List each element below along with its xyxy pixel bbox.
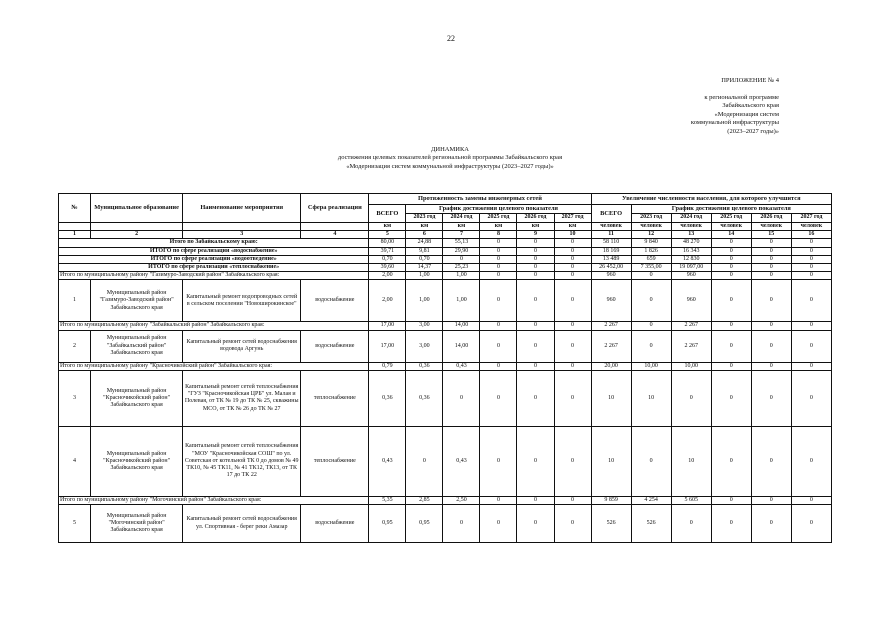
value-cell: 0 — [711, 496, 751, 504]
appendix-line: «Модернизация систем — [714, 110, 779, 118]
value-cell: 0 — [751, 247, 791, 255]
table-row — [59, 330, 832, 362]
value-cell: 0 — [711, 362, 751, 370]
page-number: 22 — [447, 34, 455, 43]
value-cell: 0,36 — [406, 362, 443, 370]
row-measure: Капитальный ремонт сетей водоснабжения ул. Спортивная - берег реки Амазар — [183, 505, 301, 543]
column-number: 6 — [406, 231, 443, 239]
value-cell: 0 — [554, 255, 591, 263]
value-cell: 0 — [751, 496, 791, 504]
value-cell: 0,70 — [406, 255, 443, 263]
row-measure: Капитальный ремонт сетей теплоснабжения "МОУ "Красночикойская СОШ" по ул. Советская от котельной ТК 0 до домов № 49 ТК10, № 45 ТК11, № 41 ТК12, ТК13, от ТК 17 до ТК 22 — [183, 426, 301, 496]
value-cell: 13 489 — [591, 255, 631, 263]
value-cell: 1,00 — [406, 272, 443, 280]
value-cell: 0 — [554, 426, 591, 496]
value-cell: 0,36 — [369, 370, 406, 426]
value-cell: 0 — [711, 264, 751, 272]
value-cell: 0,95 — [406, 505, 443, 543]
value-cell: 0 — [443, 505, 480, 543]
value-cell: 7 355,00 — [631, 264, 671, 272]
header-total: ВСЕГО — [369, 205, 406, 223]
value-cell: 2,00 — [369, 280, 406, 322]
value-cell: 0,43 — [443, 426, 480, 496]
value-cell: 0 — [711, 330, 751, 362]
column-number: 8 — [480, 231, 517, 239]
value-cell: 0 — [517, 239, 554, 247]
unit-km: км — [443, 223, 480, 231]
value-cell: 0 — [480, 370, 517, 426]
row-sphere: теплоснабжение — [301, 426, 369, 496]
header-year: 2025 год — [480, 214, 517, 223]
header-year: 2026 год — [517, 214, 554, 223]
column-number: 10 — [554, 231, 591, 239]
header-year: 2023 год — [406, 214, 443, 223]
value-cell: 0 — [631, 426, 671, 496]
value-cell: 0 — [711, 247, 751, 255]
value-cell: 0 — [517, 362, 554, 370]
value-cell: 960 — [671, 280, 711, 322]
appendix-line: (2023–2027 годы)» — [727, 127, 779, 135]
column-number: 5 — [369, 231, 406, 239]
value-cell: 58 110 — [591, 239, 631, 247]
value-cell: 14,00 — [443, 330, 480, 362]
value-cell: 0 — [751, 505, 791, 543]
value-cell: 25,23 — [443, 264, 480, 272]
value-cell: 0 — [517, 247, 554, 255]
value-cell: 0 — [480, 426, 517, 496]
unit-km: км — [517, 223, 554, 231]
value-cell: 1,00 — [406, 280, 443, 322]
value-cell: 0 — [791, 255, 831, 263]
row-measure: Капитальный ремонт водопроводных сетей в сельском поселении "Новоширокинское" — [183, 280, 301, 322]
unit-km: км — [406, 223, 443, 231]
value-cell: 0 — [554, 239, 591, 247]
value-cell: 0 — [480, 264, 517, 272]
district-total-row — [59, 362, 832, 370]
value-cell: 5,35 — [369, 496, 406, 504]
value-cell: 0 — [517, 370, 554, 426]
unit-people: человек — [591, 223, 631, 231]
value-cell: 14,37 — [406, 264, 443, 272]
row-municipality: Муниципальный район "Красночикойский район" Забайкальского края — [91, 426, 183, 496]
value-cell: 0 — [671, 370, 711, 426]
value-cell: 0 — [554, 272, 591, 280]
value-cell: 0 — [631, 272, 671, 280]
row-municipality: Муниципальный район "Могочинский район" Забайкальского края — [91, 505, 183, 543]
value-cell: 10 — [591, 426, 631, 496]
value-cell: 0 — [480, 496, 517, 504]
value-cell: 0 — [480, 362, 517, 370]
value-cell: 0 — [517, 322, 554, 330]
value-cell: 0 — [751, 362, 791, 370]
table-row — [59, 370, 832, 426]
value-cell: 0 — [711, 280, 751, 322]
value-cell: 0 — [631, 330, 671, 362]
value-cell: 0 — [751, 370, 791, 426]
value-cell: 0 — [711, 255, 751, 263]
value-cell: 10 — [591, 370, 631, 426]
value-cell: 10 — [631, 370, 671, 426]
appendix-line: к региональной программе — [704, 93, 779, 101]
value-cell: 0 — [480, 272, 517, 280]
value-cell: 0,95 — [369, 505, 406, 543]
total-label: Итого по Забайкальскому краю: — [59, 239, 369, 247]
value-cell: 0 — [711, 370, 751, 426]
header-schedule: График достижения целевого показателя — [406, 205, 591, 214]
value-cell: 0 — [554, 264, 591, 272]
header-measure: Наименование мероприятия — [183, 194, 301, 223]
value-cell: 0 — [791, 264, 831, 272]
value-cell: 0 — [406, 426, 443, 496]
value-cell: 5 605 — [671, 496, 711, 504]
value-cell: 80,00 — [369, 239, 406, 247]
value-cell: 0,79 — [369, 362, 406, 370]
value-cell: 10,00 — [671, 362, 711, 370]
value-cell: 0 — [751, 264, 791, 272]
value-cell: 12 830 — [671, 255, 711, 263]
value-cell: 3,00 — [406, 322, 443, 330]
value-cell: 0 — [791, 330, 831, 362]
value-cell: 29,90 — [443, 247, 480, 255]
value-cell: 0 — [711, 272, 751, 280]
row-number: 4 — [59, 426, 91, 496]
row-municipality: Муниципальный район "Забайкальский район" Забайкальского края — [91, 330, 183, 362]
value-cell: 3,00 — [406, 330, 443, 362]
value-cell: 0 — [480, 255, 517, 263]
value-cell: 0 — [443, 370, 480, 426]
header-municipality: Муниципальное образование — [91, 194, 183, 223]
row-sphere: теплоснабжение — [301, 370, 369, 426]
table-header — [59, 194, 832, 239]
value-cell: 0 — [671, 505, 711, 543]
value-cell: 10,00 — [631, 362, 671, 370]
appendix-block — [619, 77, 779, 137]
value-cell: 0 — [791, 239, 831, 247]
row-sphere: водоснабжение — [301, 505, 369, 543]
value-cell: 55,13 — [443, 239, 480, 247]
value-cell: 0 — [791, 362, 831, 370]
value-cell: 2 267 — [671, 330, 711, 362]
value-cell: 0 — [480, 239, 517, 247]
value-cell: 0 — [791, 426, 831, 496]
column-number: 14 — [711, 231, 751, 239]
value-cell: 960 — [671, 272, 711, 280]
value-cell: 39,60 — [369, 264, 406, 272]
value-cell: 0 — [751, 330, 791, 362]
indicators-table — [58, 193, 832, 543]
value-cell: 9 840 — [631, 239, 671, 247]
header-schedule: График достижения целевого показателя — [631, 205, 831, 214]
column-number-row — [59, 231, 832, 239]
unit-people: человек — [791, 223, 831, 231]
total-row — [59, 264, 832, 272]
header-networks-group: Протяженность замены инженерных сетей — [369, 194, 591, 205]
value-cell: 0 — [711, 239, 751, 247]
header-year: 2026 год — [751, 214, 791, 223]
header-num: № — [59, 194, 91, 223]
value-cell: 0 — [480, 280, 517, 322]
column-number: 11 — [591, 231, 631, 239]
value-cell: 19 097,00 — [671, 264, 711, 272]
header-sphere: Сфера реализации — [301, 194, 369, 223]
value-cell: 0 — [554, 280, 591, 322]
header-population-group: Увеличение численности населения, для которого улучшится — [591, 194, 831, 205]
value-cell: 0 — [554, 505, 591, 543]
column-number: 16 — [791, 231, 831, 239]
value-cell: 39,71 — [369, 247, 406, 255]
value-cell: 18 169 — [591, 247, 631, 255]
column-number: 1 — [59, 231, 91, 239]
header-year: 2025 год — [711, 214, 751, 223]
document-heading — [300, 146, 600, 171]
unit-people: человек — [631, 223, 671, 231]
header-year: 2027 год — [791, 214, 831, 223]
value-cell: 0 — [791, 272, 831, 280]
appendix-line: коммунальной инфраструктуры — [690, 119, 779, 127]
unit-km: км — [480, 223, 517, 231]
value-cell: 1 826 — [631, 247, 671, 255]
column-number: 4 — [301, 231, 369, 239]
value-cell: 659 — [631, 255, 671, 263]
heading-title: ДИНАМИКА — [430, 146, 470, 153]
column-number: 2 — [91, 231, 183, 239]
value-cell: 0 — [791, 505, 831, 543]
value-cell: 0 — [517, 330, 554, 362]
table-body — [59, 239, 832, 543]
value-cell: 0,36 — [406, 370, 443, 426]
value-cell: 48 270 — [671, 239, 711, 247]
value-cell: 0 — [554, 370, 591, 426]
value-cell: 0 — [751, 280, 791, 322]
value-cell: 26 452,00 — [591, 264, 631, 272]
table-row — [59, 426, 832, 496]
value-cell: 0 — [554, 322, 591, 330]
value-cell: 0 — [711, 505, 751, 543]
heading-line: «Модернизация систем коммунальной инфраструктуры (2023–2027 годы)» — [346, 162, 554, 170]
value-cell: 0 — [791, 496, 831, 504]
value-cell: 0 — [480, 322, 517, 330]
value-cell: 2 267 — [591, 322, 631, 330]
table-row — [59, 280, 832, 322]
column-number: 13 — [671, 231, 711, 239]
row-municipality: Муниципальный район "Газимуро-Заводский район" Забайкальского края — [91, 280, 183, 322]
total-row — [59, 239, 832, 247]
value-cell: 960 — [591, 280, 631, 322]
value-cell: 10 — [671, 426, 711, 496]
value-cell: 2,00 — [369, 272, 406, 280]
total-label: ИТОГО по сфере реализации «теплоснабжение» — [59, 264, 369, 272]
value-cell: 1,00 — [443, 280, 480, 322]
row-municipality: Муниципальный район "Красночикойский район" Забайкальского края — [91, 370, 183, 426]
column-number: 3 — [183, 231, 301, 239]
row-sphere: водоснабжение — [301, 330, 369, 362]
row-number: 2 — [59, 330, 91, 362]
value-cell: 2 267 — [671, 322, 711, 330]
heading-line: достижения целевых показателей региональной программы Забайкальского края — [337, 154, 563, 162]
unit-people: человек — [751, 223, 791, 231]
row-sphere: водоснабжение — [301, 280, 369, 322]
value-cell: 960 — [591, 272, 631, 280]
value-cell: 9,81 — [406, 247, 443, 255]
value-cell: 0 — [517, 496, 554, 504]
header-year: 2027 год — [554, 214, 591, 223]
value-cell: 0 — [554, 330, 591, 362]
unit-people: человек — [671, 223, 711, 231]
total-row — [59, 247, 832, 255]
value-cell: 4 254 — [631, 496, 671, 504]
unit-km: км — [554, 223, 591, 231]
district-total-label: Итого по муниципальному району "Могочинский район" Забайкальского края: — [59, 496, 369, 504]
value-cell: 16 343 — [671, 247, 711, 255]
column-number: 9 — [517, 231, 554, 239]
value-cell: 0 — [631, 280, 671, 322]
district-total-label: Итого по муниципальному району "Красночикойский район" Забайкальского края: — [59, 362, 369, 370]
value-cell: 0 — [517, 272, 554, 280]
value-cell: 0 — [517, 264, 554, 272]
value-cell: 0,70 — [369, 255, 406, 263]
value-cell: 0 — [480, 505, 517, 543]
value-cell: 2,85 — [406, 496, 443, 504]
value-cell: 0,43 — [443, 362, 480, 370]
value-cell: 0 — [751, 426, 791, 496]
value-cell: 0 — [554, 247, 591, 255]
district-total-label: Итого по муниципальному району "Забайкальский район" Забайкальского края: — [59, 322, 369, 330]
value-cell: 17,00 — [369, 322, 406, 330]
value-cell: 0 — [751, 272, 791, 280]
value-cell: 0 — [554, 362, 591, 370]
value-cell: 20,00 — [591, 362, 631, 370]
row-number: 3 — [59, 370, 91, 426]
value-cell: 0 — [711, 426, 751, 496]
header-year: 2024 год — [671, 214, 711, 223]
district-total-row — [59, 496, 832, 504]
column-number: 7 — [443, 231, 480, 239]
unit-km: км — [369, 223, 406, 231]
value-cell: 0 — [791, 247, 831, 255]
value-cell: 0 — [791, 322, 831, 330]
value-cell: 0 — [480, 330, 517, 362]
row-number: 1 — [59, 280, 91, 322]
value-cell: 0,43 — [369, 426, 406, 496]
value-cell: 14,00 — [443, 322, 480, 330]
value-cell: 0 — [791, 370, 831, 426]
value-cell: 526 — [631, 505, 671, 543]
value-cell: 0 — [480, 247, 517, 255]
value-cell: 17,00 — [369, 330, 406, 362]
value-cell: 0 — [791, 280, 831, 322]
value-cell: 2 267 — [591, 330, 631, 362]
header-total: ВСЕГО — [591, 205, 631, 223]
row-measure: Капитальный ремонт сетей теплоснабжения "ГУЗ "Красночикойская ЦРБ" ул. Малая и Полевая, от ТК № 19 до ТК № 25, скважины МСО, от ТК № 26 до ТК № 27 — [183, 370, 301, 426]
value-cell: 0 — [443, 255, 480, 263]
value-cell: 0 — [517, 255, 554, 263]
value-cell: 0 — [751, 255, 791, 263]
value-cell: 0 — [751, 239, 791, 247]
column-number: 15 — [751, 231, 791, 239]
value-cell: 24,88 — [406, 239, 443, 247]
value-cell: 0 — [711, 322, 751, 330]
total-label: ИТОГО по сфере реализации «водоснабжение» — [59, 247, 369, 255]
district-total-row — [59, 272, 832, 280]
value-cell: 526 — [591, 505, 631, 543]
value-cell: 2,50 — [443, 496, 480, 504]
value-cell: 0 — [517, 426, 554, 496]
total-row — [59, 255, 832, 263]
total-label: ИТОГО по сфере реализации «водоотведение» — [59, 255, 369, 263]
district-total-row — [59, 322, 832, 330]
unit-people: человек — [711, 223, 751, 231]
header-year: 2023 год — [631, 214, 671, 223]
column-number: 12 — [631, 231, 671, 239]
value-cell: 9 859 — [591, 496, 631, 504]
value-cell: 0 — [517, 505, 554, 543]
appendix-title: ПРИЛОЖЕНИЕ № 4 — [721, 77, 779, 84]
row-measure: Капитальный ремонт сетей водоснабжения водовода Аргунь — [183, 330, 301, 362]
row-number: 5 — [59, 505, 91, 543]
value-cell: 0 — [517, 280, 554, 322]
value-cell: 1,00 — [443, 272, 480, 280]
table-row — [59, 505, 832, 543]
value-cell: 0 — [554, 496, 591, 504]
value-cell: 0 — [751, 322, 791, 330]
appendix-line: Забайкальского края — [722, 102, 779, 110]
district-total-label: Итого по муниципальному району "Газимуро-Заводский район" Забайкальского края: — [59, 272, 369, 280]
header-year: 2024 год — [443, 214, 480, 223]
value-cell: 0 — [631, 322, 671, 330]
